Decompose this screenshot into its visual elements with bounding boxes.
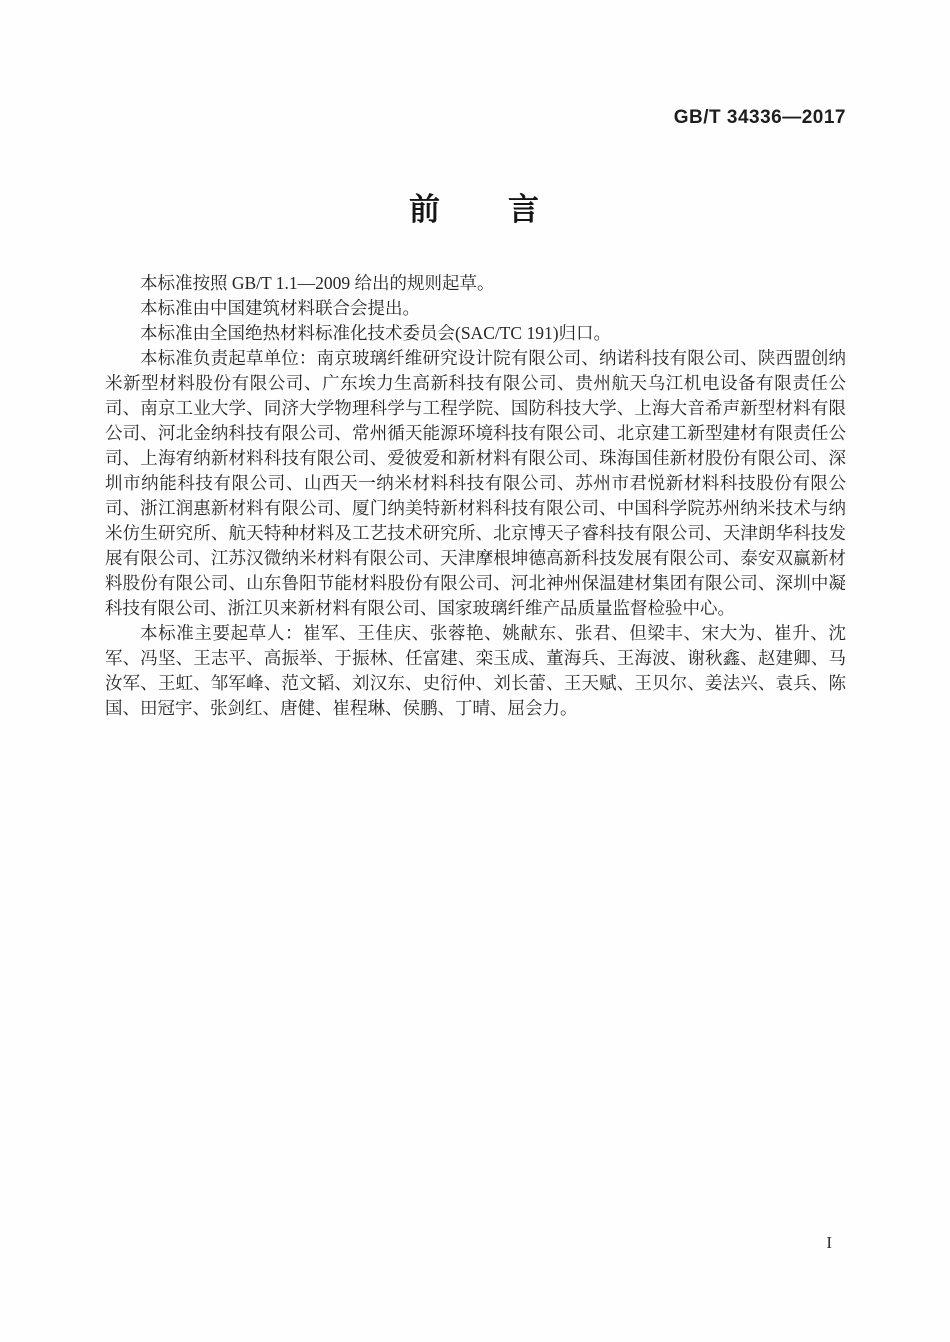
foreword-paragraph-drafting-rule: 本标准按照 GB/T 1.1—2009 给出的规则起草。 [140, 273, 495, 293]
page-title: 前 言 [409, 192, 541, 227]
page-number: I [826, 1233, 832, 1252]
foreword-paragraph-committee: 本标准由全国绝热材料标准化技术委员会(SAC/TC 191)归口。 [140, 323, 612, 343]
foreword-paragraph-proposed-by: 本标准由中国建筑材料联合会提出。 [140, 298, 420, 318]
foreword-body [105, 271, 846, 721]
standard-number: GB/T 34336—2017 [673, 107, 846, 128]
foreword-paragraph-drafters: 本标准主要起草人：崔军、王佳庆、张蓉艳、姚献东、张君、但梁丰、宋大为、崔升、沈军、冯坚、王志平、高振举、于振林、任富建、栾玉成、董海兵、王海波、谢秋鑫、赵建卿、马汝军、王虹、邹军峰、范文韬、刘汉东、史衍仲、刘长蕾、王天赋、王贝尔、姜法兴、袁兵、陈国、田冠宇、张剑红、唐健、崔程琳、侯鹏、丁晴、屈会力。 [105, 623, 846, 718]
foreword-paragraph-drafting-organizations: 本标准负责起草单位：南京玻璃纤维研究设计院有限公司、纳诺科技有限公司、陕西盟创纳米新型材料股份有限公司、广东埃力生高新科技有限公司、贵州航天乌江机电设备有限责任公司、南京工业大学、同济大学物理科学与工程学院、国防科技大学、上海大音希声新型材料有限公司、河北金纳科技有限公司、常州循天能源环境科技有限公司、北京建工新型建材有限责任公司、上海宥纳新材料科技有限公司、爱彼爱和新材料有限公司、珠海国佳新材股份有限公司、深圳市纳能科技有限公司、山西天一纳米材料科技有限公司、苏州市君悦新材料科技股份有限公司、浙江润惠新材料有限公司、厦门纳美特新材料科技有限公司、中国科学院苏州纳米技术与纳米仿生研究所、航天特种材料及工艺技术研究所、北京博天子睿科技有限公司、天津朗华科技发展有限公司、江苏汉微纳米材料有限公司、天津摩根坤德高新科技发展有限公司、泰安双赢新材料股份有限公司、山东鲁阳节能材料股份有限公司、河北神州保温建材集团有限公司、深圳中凝科技有限公司、浙江贝来新材料有限公司、国家玻璃纤维产品质量监督检验中心。 [105, 348, 846, 618]
